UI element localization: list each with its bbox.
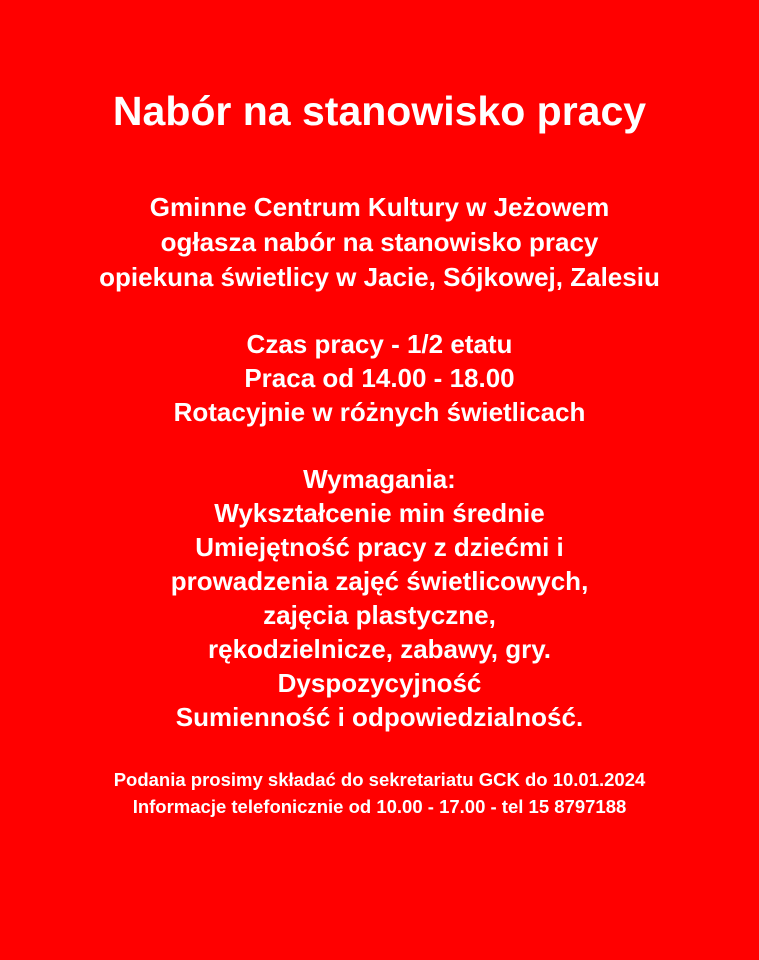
footer-phone-info: Informacje telefonicznie od 10.00 - 17.00 - tel 15 8797188 [132,796,627,817]
intro-line-announcement: ogłasza nabór na stanowisko pracy [160,227,599,257]
intro-line-position: opiekuna świetlicy w Jacie, Sójkowej, Zalesiu [99,262,660,292]
requirement-children-work: Umiejętność pracy z dziećmi i [195,532,564,562]
footer-applications-deadline: Podania prosimy składać do sekretariatu GCK do 10.01.2024 [113,769,646,790]
requirement-education: Wykształcenie min średnie [214,498,545,528]
requirement-art-classes: zajęcia plastyczne, [263,600,496,630]
work-time-line: Czas pracy - 1/2 etatu [246,329,513,359]
requirement-activities: prowadzenia zajęć świetlicowych, [170,566,589,596]
requirement-availability: Dyspozycyjność [277,668,482,698]
requirement-responsibility: Sumienność i odpowiedzialność. [175,702,584,732]
requirement-crafts-games: rękodzielnicze, zabawy, gry. [208,634,551,664]
work-hours-line: Praca od 14.00 - 18.00 [244,363,515,393]
poster-title: Nabór na stanowisko pracy [112,88,647,134]
intro-line-organization: Gminne Centrum Kultury w Jeżowem [149,192,610,222]
requirements-heading: Wymagania: [303,464,456,494]
work-rotation-line: Rotacyjnie w różnych świetlicach [173,397,586,427]
